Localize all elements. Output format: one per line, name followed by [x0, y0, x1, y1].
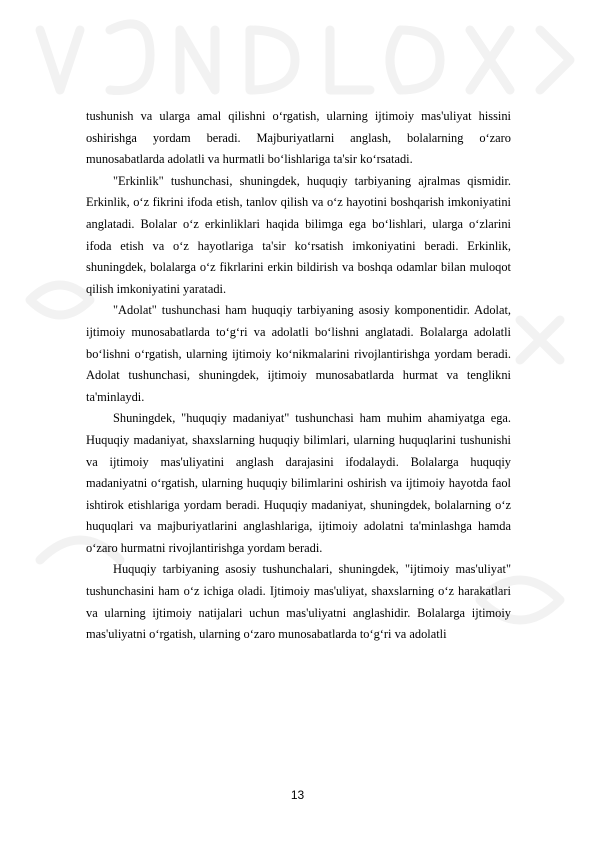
paragraph: tushunish va ularga amal qilishni o‘rgatish, ularning ijtimoiy mas'uliyat hissini oshirishga yordam beradi. Majburiyatlarni anglash, bolalarning o‘zaro munosabatlarda adolatli va hurmatli bo‘lishlariga ta'sir ko‘rsatadi.: [86, 109, 511, 167]
paragraph: "Erkinlik" tushunchasi, shuningdek, huquqiy tarbiyaning ajralmas qismidir. Erkinlik, o‘z fikrini ifoda etish, tanlov qilish va o‘z hayotini boshqarish imkoniyatini anglatadi. Bolalar o‘z erkinliklari haqida bilimga ega bo‘lishlari, ularga o‘zlarini ifoda etish va o‘z hayotlariga ta'sir ko‘rsatish imkoniyatini beradi. Erkinlik, shuningdek, bolalarga o‘z fikrlarini erkin bildirish va boshqa odamlar bilan muloqot qilish imkoniyatini yaratadi.: [86, 173, 511, 296]
paragraph: Huquqiy tarbiyaning asosiy tushunchalari, shuningdek, "ijtimoiy mas'uliyat" tushunchasini ham o‘z ichiga oladi. Ijtimoiy mas'uliyat, shaxslarning o‘z harakatlari va ularning ijtimoiy natijalari uchun mas'uliyatni anglashidir. Bolalarga ijtimoiy mas'uliyatni o‘rgatish, ularning o‘zaro munosabatlarda to‘g‘ri va adolatli: [86, 562, 511, 642]
paragraph: Shuningdek, "huquqiy madaniyat" tushunchasi ham muhim ahamiyatga ega. Huquqiy madaniyat, shaxslarning huquqiy bilimlari, ularning huquqlarini tushunishi va ijtimoiy mas'uliyatini anglash darajasini ifodalaydi. Bolalarga huquqiy madaniyatni o‘rgatish, ularning huquqiy bilimlarini oshirish va ijtimoiy hayotda faol ishtirok etishlariga yordam beradi. Huquqiy madaniyat, shuningdek, bolalarning o‘z huquqlari va majburiyatlarini anglashlariga, ijtimoiy adolatni ta'minlashga hamda o‘zaro hurmatni rivojlantirishga yordam beradi.: [86, 411, 511, 555]
page-number: 13: [290, 788, 305, 802]
paragraph: "Adolat" tushunchasi ham huquqiy tarbiyaning asosiy komponentidir. Adolat, ijtimoiy munosabatlarda to‘g‘ri va adolatli bo‘lishni anglatadi. Bolalarga adolatli bo‘lishni o‘rgatish, ularning ijtimoiy ko‘nikmalarini rivojlantirishga yordam beradi. Adolat tushunchasi, shuningdek, ijtimoiy munosabatlarda hurmat va tenglikni ta'minlaydi.: [86, 303, 511, 404]
document-body: [86, 106, 511, 646]
